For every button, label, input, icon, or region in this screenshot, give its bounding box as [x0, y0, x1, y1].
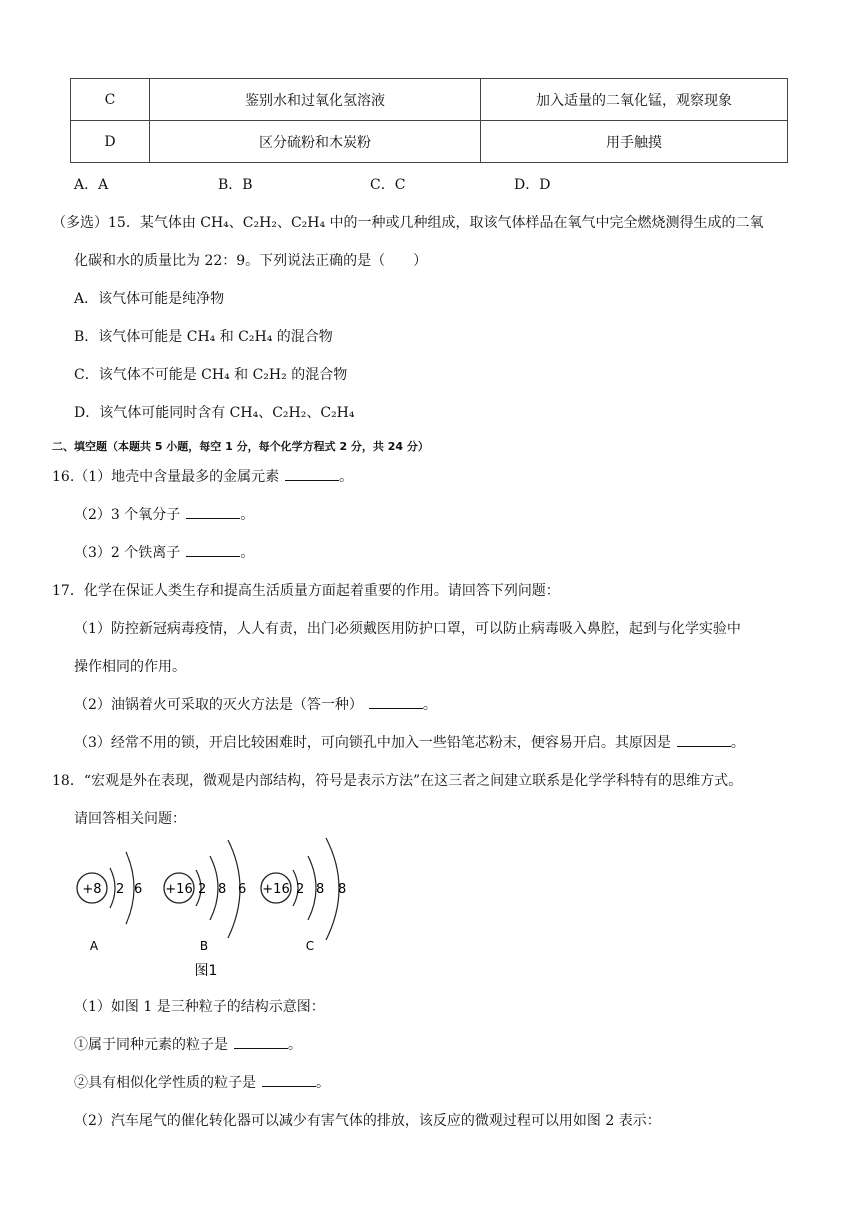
- q18-text: ②具有相似化学性质的粒子是: [74, 1075, 256, 1091]
- electron-shell: [126, 852, 134, 924]
- q17-part3: [74, 732, 745, 752]
- nucleus-charge: +16: [165, 882, 193, 897]
- answer-blank[interactable]: [262, 1074, 316, 1087]
- period: 。: [240, 507, 255, 523]
- q16-text: 16.（1）地壳中含量最多的金属元素: [52, 469, 280, 485]
- period: 。: [288, 1037, 302, 1053]
- q17-part1a: （1）防控新冠病毒疫情，人人有责，出门必须戴医用防护口罩，可以防止病毒吸入鼻腔，起到与化学实验中: [74, 621, 741, 637]
- row-method: 加入适量的二氧化锰，观察现象: [481, 79, 788, 121]
- atom-label: A: [89, 939, 99, 953]
- q15-stem-line2: 化碳和水的质量比为 22：9。下列说法正确的是（ ）: [74, 253, 428, 269]
- section-heading: 二、填空题（本题共 5 小题，每空 1 分，每个化学方程式 2 分，共 24 分）: [52, 440, 429, 453]
- atom-b: [164, 840, 246, 953]
- atom-label: C: [305, 939, 315, 953]
- shell-electrons: 2: [198, 882, 207, 897]
- shell-electrons: 8: [338, 882, 347, 897]
- shell-electrons: 2: [296, 882, 305, 897]
- q18-sub1: [74, 1034, 302, 1054]
- answer-blank[interactable]: [285, 468, 339, 481]
- row-method: 用手触摸: [481, 121, 788, 163]
- q16-text: （3）2 个铁离子: [74, 545, 181, 561]
- q18-stem-line1: 18．“宏观是外在表现，微观是内部结构，符号是表示方法”在这三者之间建立联系是化学学科特有的思维方式。: [52, 773, 743, 789]
- table-row: [71, 121, 788, 163]
- q15-option-d: D．该气体可能同时含有 CH₄、C₂H₂、C₂H₄: [74, 405, 355, 421]
- answer-blank[interactable]: [186, 506, 240, 519]
- period: 。: [339, 469, 354, 485]
- answer-blank[interactable]: [677, 734, 731, 747]
- electron-shell: [110, 868, 115, 908]
- atom-c: [261, 838, 346, 953]
- q14-option-a: A．A: [74, 177, 109, 193]
- options-table: [70, 78, 788, 163]
- shell-electrons: 8: [218, 882, 227, 897]
- row-purpose: 区分硫粉和木炭粉: [150, 121, 481, 163]
- electron-shell: [308, 856, 316, 920]
- q18-stem-line2: 请回答相关问题：: [74, 811, 186, 827]
- q18-part2: （2）汽车尾气的催化转化器可以减少有害气体的排放，该反应的微观过程可以用如图 2 表示：: [74, 1113, 661, 1129]
- atom-a: [77, 852, 142, 953]
- q17-text: （3）经常不用的锁，开启比较困难时，可向锁孔中加入一些铅笔芯粉末，便容易开启。其原因是: [74, 735, 671, 751]
- q14-option-d: D．D: [514, 177, 551, 193]
- shell-electrons: 8: [316, 882, 325, 897]
- q17-stem: 17．化学在保证人类生存和提高生活质量方面起着重要的作用。请回答下列问题：: [52, 583, 560, 599]
- shell-electrons: 6: [134, 882, 143, 897]
- answer-blank[interactable]: [369, 696, 423, 709]
- q14-option-c: C．C: [370, 177, 406, 193]
- figure-caption: 图1: [194, 963, 218, 979]
- q15-option-c: C．该气体不可能是 CH₄ 和 C₂H₂ 的混合物: [74, 367, 348, 383]
- q16-text: （2）3 个氧分子: [74, 507, 181, 523]
- q16-line1: [52, 466, 353, 486]
- q18-text: ①属于同种元素的粒子是: [74, 1037, 228, 1053]
- table-row: [71, 79, 788, 121]
- q17-text: （2）油锅着火可采取的灭火方法是（答一种）: [74, 697, 363, 713]
- answer-blank[interactable]: [186, 544, 240, 557]
- period: 。: [422, 697, 437, 713]
- answer-blank[interactable]: [234, 1036, 288, 1049]
- q14-option-b: B．B: [218, 177, 253, 193]
- atom-label: B: [199, 939, 209, 953]
- shell-electrons: 2: [116, 882, 125, 897]
- electron-shell: [210, 856, 218, 920]
- row-purpose: 鉴别水和过氧化氢溶液: [150, 79, 481, 121]
- nucleus-charge: +16: [262, 882, 290, 897]
- row-label: C: [71, 79, 150, 121]
- q18-sub2: [74, 1072, 330, 1092]
- row-label: D: [71, 121, 150, 163]
- q16-line2: [74, 504, 254, 524]
- q15-option-b: B．该气体可能是 CH₄ 和 C₂H₄ 的混合物: [74, 329, 333, 345]
- q18-part1: （1）如图 1 是三种粒子的结构示意图：: [74, 999, 325, 1015]
- nucleus-charge: +8: [82, 882, 102, 897]
- q15-stem-line1: （多选）15．某气体由 CH₄、C₂H₂、C₂H₄ 中的一种或几种组成，取该气体样品在氧气中完全燃烧测得生成的二氧: [52, 215, 764, 231]
- period: 。: [240, 545, 255, 561]
- q17-part1b: 操作相同的作用。: [74, 659, 186, 675]
- q15-option-a: A．该气体可能是纯净物: [74, 291, 225, 307]
- q17-part2: [74, 694, 437, 714]
- period: 。: [730, 735, 745, 751]
- shell-electrons: 6: [238, 882, 247, 897]
- q16-line3: [74, 542, 254, 562]
- figure-1-atomic-structures: [70, 832, 370, 982]
- period: 。: [316, 1075, 330, 1091]
